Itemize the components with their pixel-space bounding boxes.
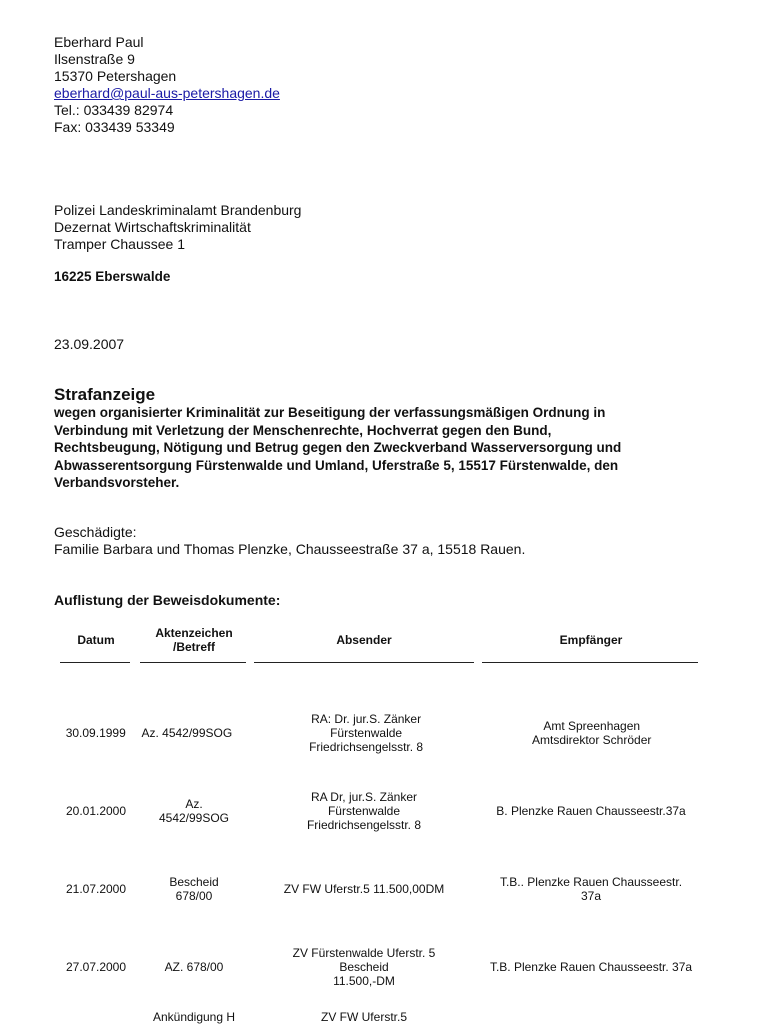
sender-fax: Fax: 033439 53349 (54, 119, 175, 135)
cell-absender-line: ZV Fürstenwalde Uferstr. 5 (292, 946, 436, 960)
subject-line: Verbandsvorsteher. (54, 475, 180, 490)
injured-label: Geschädigte: (54, 524, 137, 540)
cell-datum-line: 21.07.2000 (65, 882, 127, 896)
evidence-table (54, 620, 704, 1024)
cell-aktenzeichen-line: Az. (185, 797, 203, 811)
table-row (54, 928, 704, 1006)
cell-datum-line: 27.07.2000 (65, 960, 127, 974)
header-aktenzeichen-line-2: /Betreff (172, 640, 215, 654)
cell-aktenzeichen (138, 850, 250, 928)
header-rule (140, 662, 246, 663)
cell-empfaenger (478, 772, 704, 850)
cell-empfaenger (478, 850, 704, 928)
table-row (54, 1006, 704, 1024)
subject-text (54, 404, 724, 492)
cell-aktenzeichen (138, 772, 250, 850)
sender-address (54, 34, 280, 136)
subject-line: Rechtsbeugung, Nötigung und Betrug gegen den Zweckverband Wasserversorgung und (54, 440, 622, 455)
cell-absender-line: Fürstenwalde (327, 804, 401, 818)
cell-absender-line: Bescheid (339, 960, 389, 974)
subject-title: Strafanzeige (54, 385, 156, 404)
cell-absender (250, 772, 478, 850)
cell-absender (250, 928, 478, 1006)
header-absender: Absender (336, 633, 392, 647)
subject-line: Abwasserentsorgung Fürstenwalde und Umland, Uferstraße 5, 15517 Fürstenwalde, den (54, 457, 619, 473)
cell-datum (54, 928, 138, 1006)
cell-aktenzeichen-line: 4542/99SOG (158, 811, 230, 825)
recipient-city: 16225 Eberswalde (54, 269, 171, 284)
cell-empfaenger (478, 1006, 704, 1010)
recipient-line-2: Dezernat Wirtschaftskriminalität (54, 219, 251, 235)
table-header (54, 620, 704, 660)
injured-parties (54, 524, 525, 558)
cell-datum (54, 850, 138, 928)
cell-empfaenger-line: Amt Spreenhagen (543, 719, 641, 733)
cell-absender-line: Friedrichsengelsstr. 8 (309, 740, 424, 754)
cell-absender-line: ZV FW Uferstr.5 (320, 1010, 407, 1024)
recipient-address (54, 202, 301, 253)
cell-aktenzeichen-line: Bescheid (169, 875, 219, 889)
recipient-line-1: Polizei Landeskriminalamt Brandenburg (54, 202, 302, 218)
sender-name: Eberhard Paul (54, 34, 144, 50)
sender-tel: Tel.: 033439 82974 (54, 102, 174, 118)
table-body (54, 694, 704, 1024)
cell-empfaenger-line: T.B. Plenzke Rauen Chausseestr. 37a (489, 960, 693, 974)
table-row (54, 694, 704, 772)
cell-datum-line: 20.01.2000 (65, 804, 127, 818)
cell-absender (250, 850, 478, 928)
cell-absender (250, 1006, 478, 1024)
cell-aktenzeichen-line: 678/00 (175, 889, 213, 903)
header-rules (54, 660, 704, 674)
header-datum: Datum (77, 633, 115, 647)
cell-empfaenger-line: Amtsdirektor Schröder (532, 733, 652, 747)
table-row (54, 772, 704, 850)
cell-datum (54, 694, 137, 772)
header-aktenzeichen (138, 620, 250, 660)
cell-absender-line: 11.500,-DM (333, 974, 395, 988)
cell-datum (54, 772, 138, 850)
cell-absender-line: Friedrichsengelsstr. 8 (306, 818, 422, 832)
cell-absender (253, 694, 480, 772)
cell-datum (54, 1006, 138, 1010)
header-rule (254, 662, 474, 663)
sender-street: Ilsenstraße 9 (54, 51, 135, 67)
cell-empfaenger-line: T.B.. Plenzke Rauen Chausseestr. (499, 875, 683, 889)
cell-empfaenger-line: 37a (580, 889, 602, 903)
cell-aktenzeichen-line: Az. 4542/99SOG (141, 726, 233, 740)
cell-aktenzeichen (137, 694, 252, 772)
subject-line: Verbindung mit Verletzung der Menschenrechte, Hochverrat gegen den Bund, (54, 422, 552, 438)
sender-city: 15370 Petershagen (54, 68, 177, 84)
cell-empfaenger (479, 694, 704, 772)
cell-aktenzeichen-line: AZ. 678/00 (164, 960, 224, 974)
header-rule (60, 662, 130, 663)
table-row (54, 850, 704, 928)
letter-date: 23.09.2007 (54, 336, 125, 352)
recipient-line-3: Tramper Chaussee 1 (54, 236, 185, 252)
cell-aktenzeichen (138, 1006, 250, 1024)
injured-text: Familie Barbara und Thomas Plenzke, Chausseestraße 37 a, 15518 Rauen. (54, 541, 526, 557)
cell-absender-line: RA: Dr. jur.S. Zänker (311, 712, 422, 726)
sender-email-link[interactable]: eberhard@paul-aus-petershagen.de (54, 85, 280, 101)
cell-absender-line: ZV FW Uferstr.5 11.500,00DM (283, 882, 445, 896)
cell-aktenzeichen (138, 928, 250, 1006)
subject-line: wegen organisierter Kriminalität zur Beseitigung der verfassungsmäßigen Ordnung in (54, 405, 606, 420)
evidence-heading: Auflistung der Beweisdokumente: (54, 592, 281, 608)
cell-datum-line: 30.09.1999 (65, 726, 126, 740)
cell-aktenzeichen-line: Ankündigung H (152, 1010, 236, 1024)
cell-absender-line: Fürstenwalde (330, 726, 403, 740)
cell-empfaenger (478, 928, 704, 1006)
cell-empfaenger-line: B. Plenzke Rauen Chausseestr.37a (496, 804, 686, 818)
cell-absender-line: RA Dr, jur.S. Zänker (310, 790, 418, 804)
header-aktenzeichen-line-1: Aktenzeichen (155, 626, 233, 640)
header-empfaenger: Empfänger (559, 633, 623, 647)
header-rule (482, 662, 698, 663)
